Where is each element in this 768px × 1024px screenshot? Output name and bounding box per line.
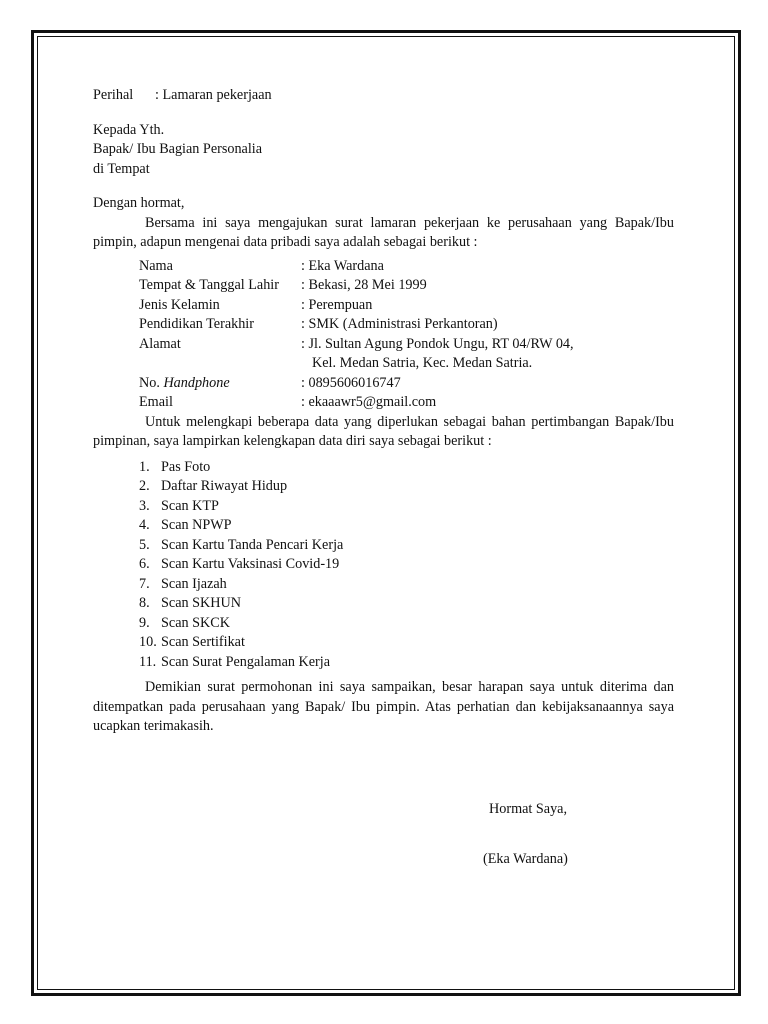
signature-name: (Eka Wardana) (483, 851, 568, 867)
list-text: Scan Ijazah (161, 575, 227, 592)
data-value: : 0895606016747 (301, 374, 401, 391)
closing-paragraph: Demikian surat permohonan ini saya sampaikan, besar harapan saya untuk diterima dan ditempatkan pada perusahaan yang Bapak/ Ibu pimpin. Atas perhatian dan kebijaksanaannya saya ucapkan terimakasih. (93, 679, 674, 734)
data-value: : Perempuan (301, 296, 373, 313)
list-item (139, 536, 674, 556)
data-value: : Eka Wardana (301, 257, 384, 274)
data-label: Alamat (139, 335, 181, 352)
data-row-birth (139, 276, 674, 296)
list-text: Scan Kartu Tanda Pencari Kerja (161, 536, 344, 553)
closing-salutation: Hormat Saya, (489, 801, 568, 817)
list-number: 7. (139, 575, 150, 592)
list-text: Scan SKCK (161, 614, 230, 631)
personal-data-table (139, 257, 674, 413)
data-row-address (139, 335, 674, 374)
list-number: 2. (139, 478, 150, 494)
data-label-prefix: No. (139, 374, 164, 391)
recipient-line: di Tempat (93, 160, 150, 177)
list-number: 5. (139, 536, 150, 553)
data-row-email (139, 393, 674, 413)
data-label (139, 374, 301, 394)
list-text: Scan Kartu Vaksinasi Covid-19 (161, 556, 340, 572)
data-value-continued: Kel. Medan Satria, Kec. Medan Satria. (312, 355, 533, 371)
greeting: Dengan hormat, (93, 195, 185, 211)
list-item (139, 477, 674, 497)
data-row-phone (139, 374, 674, 394)
list-text: Pas Foto (161, 458, 211, 475)
data-label: Pendidikan Terakhir (139, 316, 254, 332)
list-item (139, 555, 674, 575)
attachments-intro: Untuk melengkapi beberapa data yang diperlukan sebagai bahan pertimbangan Bapak/Ibu pimpinan, saya lampirkan kelengkapan data diri saya sebagai berikut : (93, 413, 674, 449)
recipient-line: Bapak/ Ibu Bagian Personalia (93, 141, 263, 157)
list-text: Scan KTP (161, 497, 219, 514)
subject-label: Perihal (93, 87, 134, 103)
list-number: 9. (139, 614, 150, 631)
list-item (139, 516, 674, 536)
data-label-italic: Handphone (163, 374, 230, 391)
data-label: Nama (139, 257, 173, 274)
list-item (139, 653, 674, 673)
list-text: Scan NPWP (161, 517, 232, 533)
list-item (139, 614, 674, 634)
list-number: 6. (139, 556, 150, 572)
list-item (139, 633, 674, 653)
data-value: : Jl. Sultan Agung Pondok Ungu, RT 04/RW 04, (301, 335, 574, 352)
list-item (139, 594, 674, 614)
letter-body (93, 86, 674, 737)
attachments-list (139, 458, 674, 673)
recipient-line: Kepada Yth. (93, 121, 165, 138)
list-number: 4. (139, 517, 150, 533)
list-text: Daftar Riwayat Hidup (161, 478, 288, 494)
list-number: 11. (139, 653, 157, 670)
list-item (139, 458, 674, 478)
list-number: 8. (139, 595, 150, 611)
list-text: Scan Surat Pengalaman Kerja (161, 653, 331, 670)
list-number: 1. (139, 458, 150, 475)
list-item (139, 575, 674, 595)
list-number: 10. (139, 634, 157, 650)
list-text: Scan Sertifikat (161, 634, 245, 650)
list-number: 3. (139, 497, 150, 514)
data-value: : SMK (Administrasi Perkantoran) (301, 316, 498, 332)
recipient-block (93, 121, 674, 180)
data-value: : Bekasi, 28 Mei 1999 (301, 277, 427, 293)
data-row-education (139, 315, 674, 335)
subject-line (93, 86, 674, 106)
intro-paragraph: Bersama ini saya mengajukan surat lamaran pekerjaan ke perusahaan yang Bapak/Ibu pimpin, adapun mengenai data pribadi saya adalah sebagai berikut : (93, 214, 674, 250)
data-value: : ekaaawr5@gmail.com (301, 394, 437, 410)
data-row-name (139, 257, 674, 277)
subject-value: : Lamaran pekerjaan (155, 87, 272, 103)
data-label: Tempat & Tanggal Lahir (139, 277, 279, 293)
list-item (139, 497, 674, 517)
data-label: Jenis Kelamin (139, 296, 220, 313)
list-text: Scan SKHUN (161, 595, 241, 611)
data-row-gender (139, 296, 674, 316)
data-label: Email (139, 394, 173, 410)
